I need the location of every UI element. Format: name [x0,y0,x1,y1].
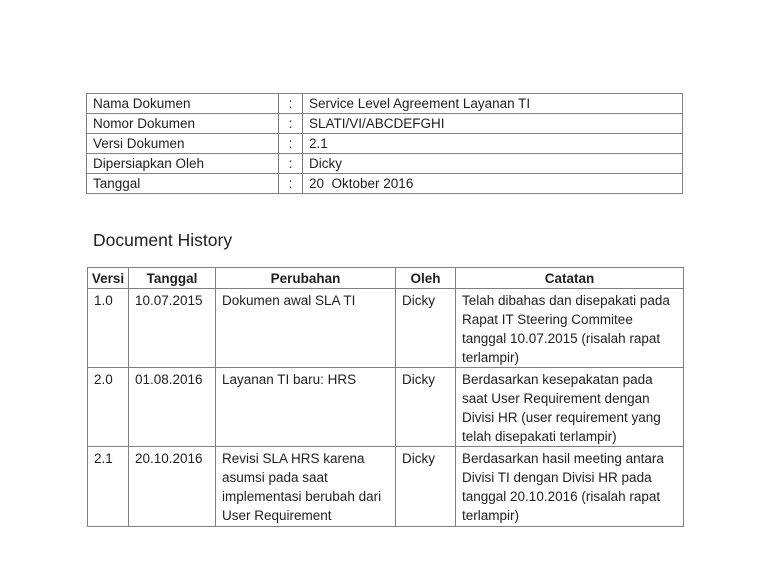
document-history-table [87,267,684,527]
table-row [88,368,684,447]
table-row [87,174,683,194]
cell-catatan: Berdasarkan kesepakatan pada saat User Requirement dengan Divisi HR (user requirement yang telah disepakati terlampir) [456,368,684,447]
column-header-catatan: Catatan [456,268,684,289]
meta-label: Dipersiapkan Oleh [87,154,279,174]
column-header-versi: Versi [88,268,129,289]
section-title: Document History [93,230,233,250]
meta-separator: : [279,134,303,154]
meta-label: Tanggal [87,174,279,194]
meta-value: 20 Oktober 2016 [303,174,683,194]
table-row [87,134,683,154]
meta-separator: : [279,114,303,134]
meta-separator: : [279,174,303,194]
document-metadata-table [86,93,683,194]
table-row [88,447,684,527]
cell-versi: 2.1 [88,447,129,527]
cell-oleh: Dicky [396,289,456,368]
cell-catatan: Berdasarkan hasil meeting antara Divisi TI dengan Divisi HR pada tanggal 20.10.2016 (risalah rapat terlampir) [456,447,684,527]
cell-oleh: Dicky [396,447,456,527]
column-header-tanggal: Tanggal [129,268,216,289]
cell-tanggal: 20.10.2016 [129,447,216,527]
cell-tanggal: 01.08.2016 [129,368,216,447]
cell-oleh: Dicky [396,368,456,447]
table-row [87,94,683,114]
meta-value: SLATI/VI/ABCDEFGHI [303,114,683,134]
cell-catatan: Telah dibahas dan disepakati pada Rapat IT Steering Commitee tanggal 10.07.2015 (risalah rapat terlampir) [456,289,684,368]
meta-separator: : [279,154,303,174]
cell-perubahan: Revisi SLA HRS karena asumsi pada saat implementasi berubah dari User Requirement [216,447,396,527]
cell-tanggal: 10.07.2015 [129,289,216,368]
table-row [88,289,684,368]
table-header-row [88,268,684,289]
table-row [87,154,683,174]
cell-perubahan: Layanan TI baru: HRS [216,368,396,447]
meta-label: Nomor Dokumen [87,114,279,134]
meta-label: Versi Dokumen [87,134,279,154]
meta-separator: : [279,94,303,114]
cell-versi: 1.0 [88,289,129,368]
cell-versi: 2.0 [88,368,129,447]
cell-perubahan: Dokumen awal SLA TI [216,289,396,368]
meta-value: Service Level Agreement Layanan TI [303,94,683,114]
column-header-oleh: Oleh [396,268,456,289]
table-row [87,114,683,134]
meta-value: 2.1 [303,134,683,154]
column-header-perubahan: Perubahan [216,268,396,289]
meta-value: Dicky [303,154,683,174]
meta-label: Nama Dokumen [87,94,279,114]
